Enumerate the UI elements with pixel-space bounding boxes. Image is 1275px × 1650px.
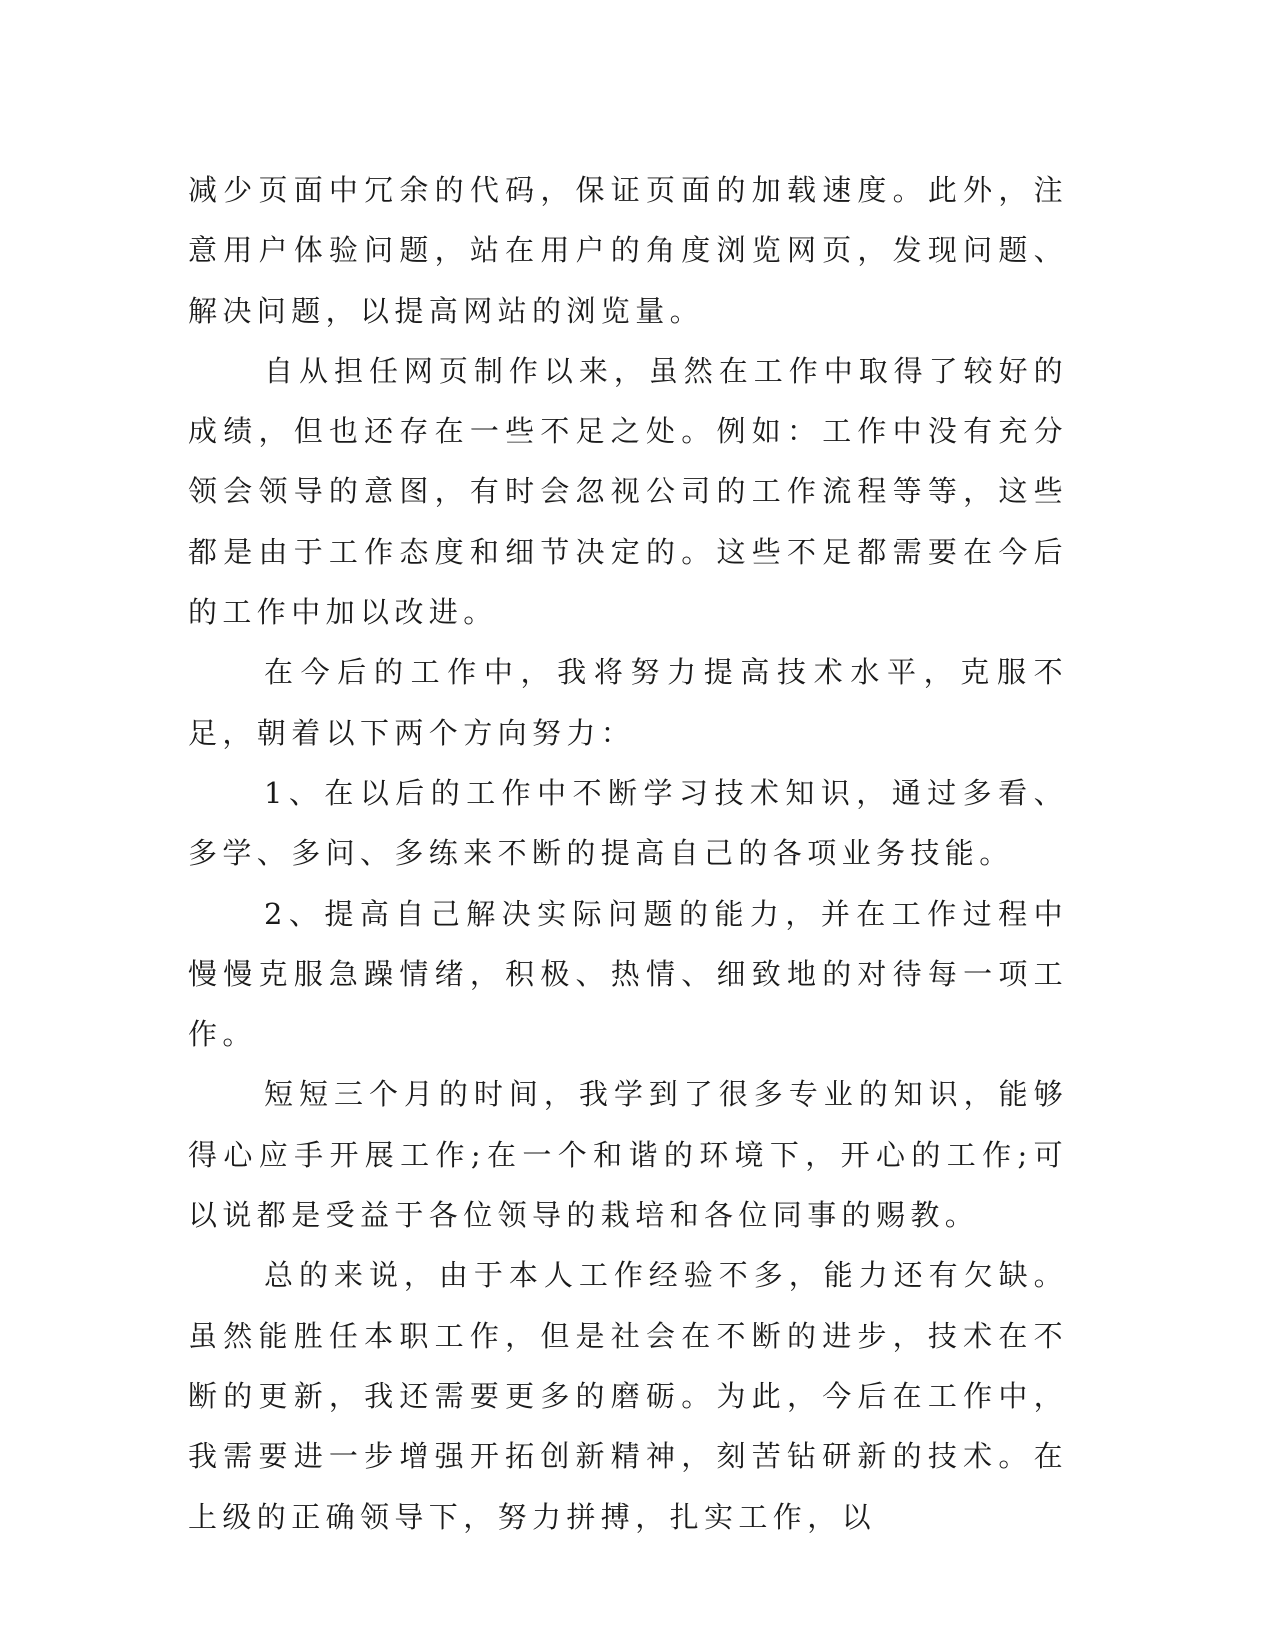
paragraph-continuation: 减少页面中冗余的代码，保证页面的加载速度。此外，注意用户体验问题，站在用户的角度浏览网页，发现问题、解决问题，以提高网站的浏览量。 (188, 173, 1068, 328)
paragraph-shortcomings: 自从担任网页制作以来，虽然在工作中取得了较好的成绩，但也还存在一些不足之处。例如：工作中没有充分领会领导的意图，有时会忽视公司的工作流程等等，这些都是由于工作态度和细节决定的。这些不足都需要在今后的工作中加以改进。 (188, 353, 1068, 630)
paragraph-summary: 总的来说，由于本人工作经验不多，能力还有欠缺。虽然能胜任本职工作，但是社会在不断的进步，技术在不断的更新，我还需要更多的磨砺。为此，今后在工作中，我需要进一步增强开拓创新精神，刻苦钻研新的技术。在上级的正确领导下，努力拼搏，扎实工作，以 (188, 1258, 1068, 1534)
paragraph-future-directions: 在今后的工作中，我将努力提高技术水平，克服不足，朝着以下两个方向努力： (188, 655, 1068, 750)
document-body (188, 160, 1068, 1547)
paragraph-item-1: 1、在以后的工作中不断学习技术知识，通过多看、多学、多问、多练来不断的提高自己的各项业务技能。 (188, 775, 1068, 871)
paragraph-three-months: 短短三个月的时间，我学到了很多专业的知识，能够得心应手开展工作;在一个和谐的环境下，开心的工作;可以说都是受益于各位领导的栽培和各位同事的赐教。 (188, 1077, 1068, 1233)
paragraph-item-2: 2、提高自己解决实际问题的能力，并在工作过程中慢慢克服急躁情绪，积极、热情、细致地的对待每一项工作。 (188, 896, 1068, 1052)
